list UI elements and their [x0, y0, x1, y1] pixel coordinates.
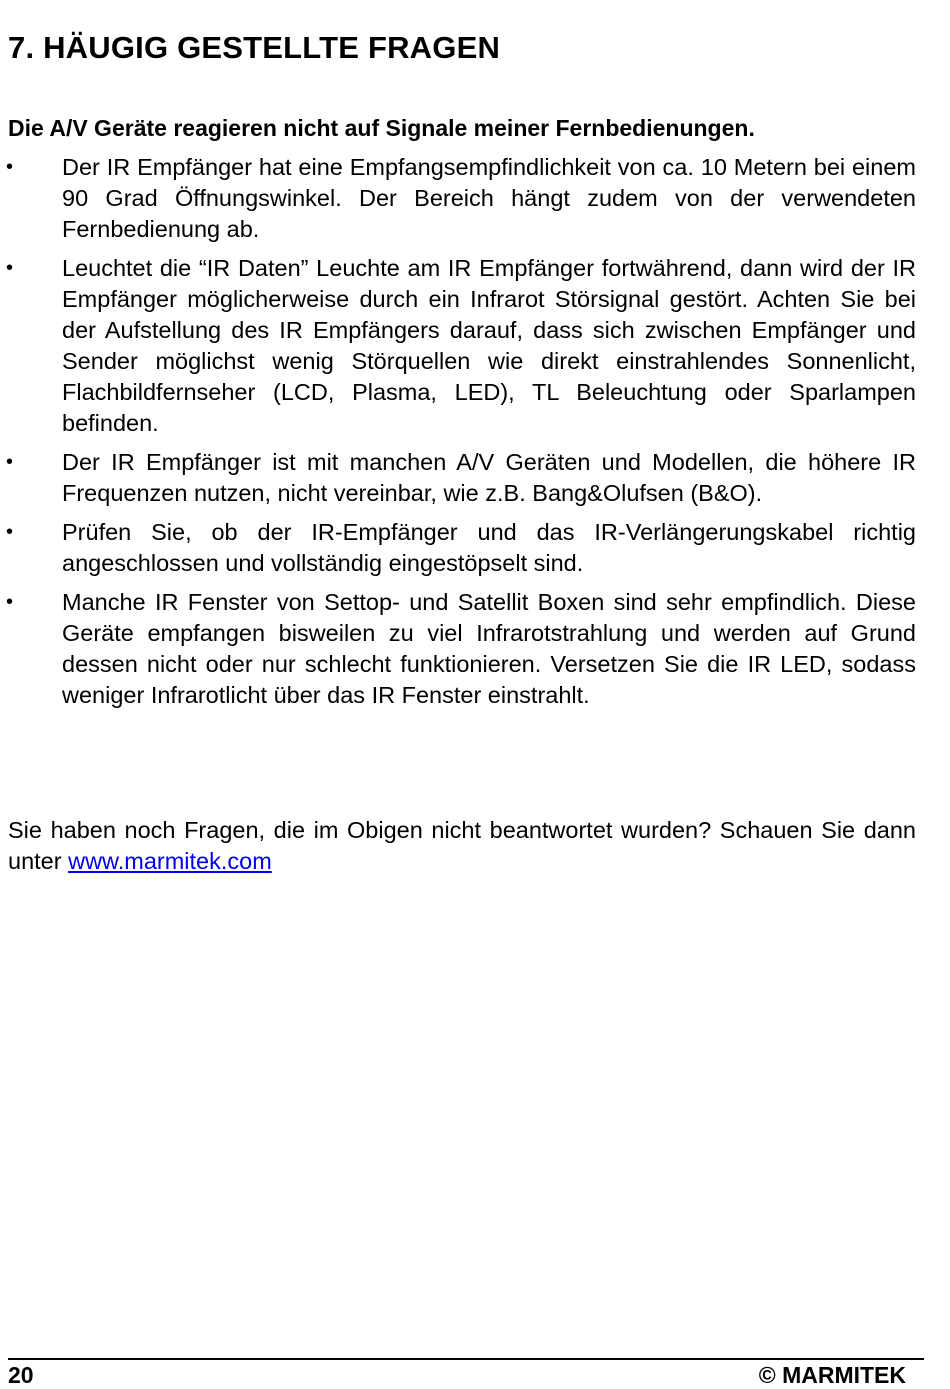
faq-question: Die A/V Geräte reagieren nicht auf Signale meiner Fernbedienungen.	[8, 115, 755, 141]
footer-divider	[8, 1358, 924, 1360]
list-item	[0, 447, 916, 509]
list-item-text: Der IR Empfänger hat eine Empfangsempfindlichkeit von ca. 10 Metern bei einem 90 Grad Öffnungswinkel. Der Bereich hängt zudem von der verwendeten Fernbedienung ab.	[62, 154, 916, 242]
list-item-text: Manche IR Fenster von Settop- und Satellit Boxen sind sehr empfindlich. Diese Geräte empfangen bisweilen zu viel Infrarotstrahlung und werden auf Grund dessen nicht oder nur schlecht funktionieren. Versetzen Sie die IR LED, sodass weniger Infrarotlicht über das IR Fenster einstrahlt.	[62, 589, 916, 708]
list-item	[0, 587, 916, 711]
footer-brand: © MARMITEK	[758, 1362, 906, 1388]
list-item	[0, 517, 916, 579]
page-number: 20	[8, 1362, 34, 1388]
list-item-text: Leuchtet die “IR Daten” Leuchte am IR Empfänger fortwährend, dann wird der IR Empfänger möglicherweise durch ein Infrarot Störsignal gestört. Achten Sie bei der Aufstellung des IR Empfängers darauf, dass sich zwischen Empfänger und Sender möglichst wenig Störquellen wie direkt einstrahlendes Sonnenlicht, Flachbildfernseher (LCD, Plasma, LED), TL Beleuchtung oder Sparlampen befinden.	[62, 255, 916, 436]
list-item-text: Prüfen Sie, ob der IR-Empfänger und das IR-Verlängerungskabel richtig angeschlossen und vollständig eingestöpselt sind.	[62, 519, 916, 576]
list-item-text: Der IR Empfänger ist mit manchen A/V Geräten und Modellen, die höhere IR Frequenzen nutzen, nicht vereinbar, wie z.B. Bang&Olufsen (B&O).	[62, 449, 916, 506]
bullet-icon: •	[6, 451, 14, 473]
website-link[interactable]: www.marmitek.com	[68, 848, 272, 874]
list-item	[0, 152, 916, 245]
faq-answer-list	[0, 152, 916, 719]
closing-paragraph	[8, 815, 916, 877]
bullet-icon: •	[6, 156, 14, 178]
page-title: 7. HÄUGIG GESTELLTE FRAGEN	[8, 30, 501, 65]
bullet-icon: •	[6, 257, 14, 279]
list-item	[0, 253, 916, 439]
bullet-icon: •	[6, 521, 14, 543]
bullet-icon: •	[6, 591, 14, 613]
closing-text: Sie haben noch Fragen, die im Obigen nicht beantwortet wurden? Schauen Sie dann unter	[8, 817, 916, 874]
